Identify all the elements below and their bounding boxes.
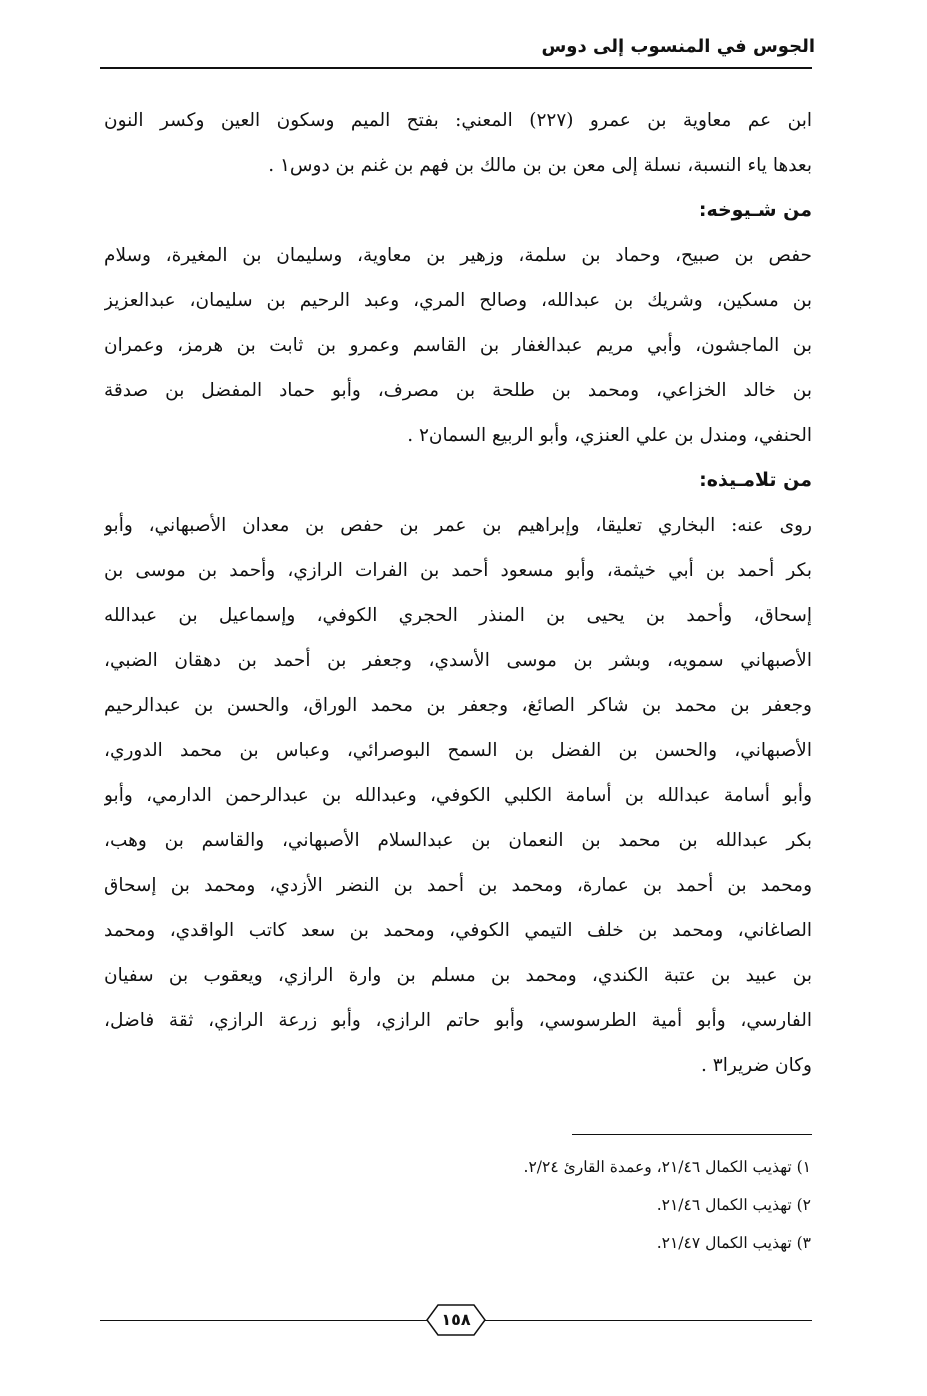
page-footer: [100, 1300, 812, 1340]
text-line: حفص بن صبيح، وحماد بن سلمة، وزهير بن معاوية، وسليمان بن المغيرة، وسلام: [104, 245, 812, 266]
header-rule: [100, 67, 812, 69]
page-number: ١٥٨: [441, 1310, 471, 1329]
running-header-title: الجوس في المنسوب إلى دوس: [541, 36, 815, 57]
text-line: بن عبيد بن عتبة الكندي، ومحمد بن مسلم بن وارة الرازي، ويعقوب بن سفيان: [104, 965, 812, 986]
text-line: وأبو أسامة عبدالله بن أسامة الكلبي الكوفي، وعبدالله بن عبدالرحمن الدارمي، وأبو: [104, 785, 812, 806]
text-line: بن مسكين، وشريك بن عبدالله، وصالح المري، وعبد الرحيم بن سليمان، عبدالعزيز: [104, 290, 812, 311]
text-line: الفارسي، وأبو أمية الطرسوسي، وأبو حاتم الرازي، وأبو زرعة الرازي، ثقة فاضل،: [104, 1010, 812, 1031]
text-line: بن الماجشون، وأبي مريم عبدالغفار بن القاسم وعمرو بن ثابت بن هرمز، وعمران: [104, 335, 812, 356]
section-heading-shuyukh: من شـيوخه:: [698, 199, 812, 221]
text-line: بكر عبدالله بن محمد بن النعمان بن عبدالسلام الأصبهاني، والقاسم بن وهب،: [104, 830, 812, 851]
text-line: الأصبهاني، والحسن بن الفضل بن السمح البوصرائي، وعباس بن محمد الدوري،: [104, 740, 812, 761]
footer-rule-right: [482, 1320, 812, 1321]
page-number-badge: [426, 1304, 486, 1336]
text-line: ابن عم معاوية بن عمرو (٢٢٧) المعني: بفتح الميم وسكون العين وكسر النون: [104, 110, 812, 131]
text-line: وكان ضريرا٣ .: [701, 1055, 812, 1076]
text-line: الأصبهاني سمويه، وبشر بن موسى الأسدي، وجعفر بن أحمد بن دهقان الضبي،: [104, 650, 812, 671]
text-line: روى عنه: البخاري تعليقا، وإبراهيم بن عمر بن حفص بن معدان الأصبهاني، وأبو: [104, 515, 812, 536]
footnote-item: ٢) تهذيب الكمال ٢١/٤٦.: [656, 1196, 811, 1214]
text-line: بن خالد الخزاعي، ومحمد بن طلحة بن مصرف، وأبو حماد المفضل بن صدقة: [104, 380, 812, 401]
text-line: بكر أحمد بن أبي خيثمة، وأبو مسعود أحمد بن الفرات الرازي، وأحمد بن موسى بن: [104, 560, 812, 581]
footnote-separator: [572, 1134, 812, 1135]
text-line: ومحمد بن أحمد بن عمارة، ومحمد بن أحمد بن النضر الأزدي، ومحمد بن إسحاق: [104, 875, 812, 896]
footnotes: [311, 1148, 811, 1262]
text-line: الحنفي، ومندل بن علي العنزي، وأبو الربيع السمان٢ .: [407, 425, 812, 446]
main-text: [104, 98, 812, 1088]
text-line: إسحاق، وأحمد بن يحيى بن المنذر الحجري الكوفي، وإسماعيل بن عبدالله: [104, 605, 812, 626]
text-line: بعدها ياء النسبة، نسلة إلى معن بن بن مالك بن فهم بن غنم بن دوس١ .: [268, 155, 812, 176]
footnote-item: ٣) تهذيب الكمال ٢١/٤٧.: [656, 1234, 811, 1252]
footnote-item: ١) تهذيب الكمال ٢١/٤٦، وعمدة القارئ ٢/٢٤.: [523, 1158, 811, 1176]
text-line: الصاغاني، ومحمد بن خلف التيمي الكوفي، ومحمد بن سعد كاتب الواقدي، ومحمد: [104, 920, 812, 941]
footer-rule-left: [100, 1320, 430, 1321]
section-heading-talamidh: من تلامـيذه:: [699, 469, 812, 491]
text-line: وجعفر بن محمد بن شاكر الصائغ، وجعفر بن محمد الوراق، والحسن بن عبدالرحيم: [104, 695, 812, 716]
